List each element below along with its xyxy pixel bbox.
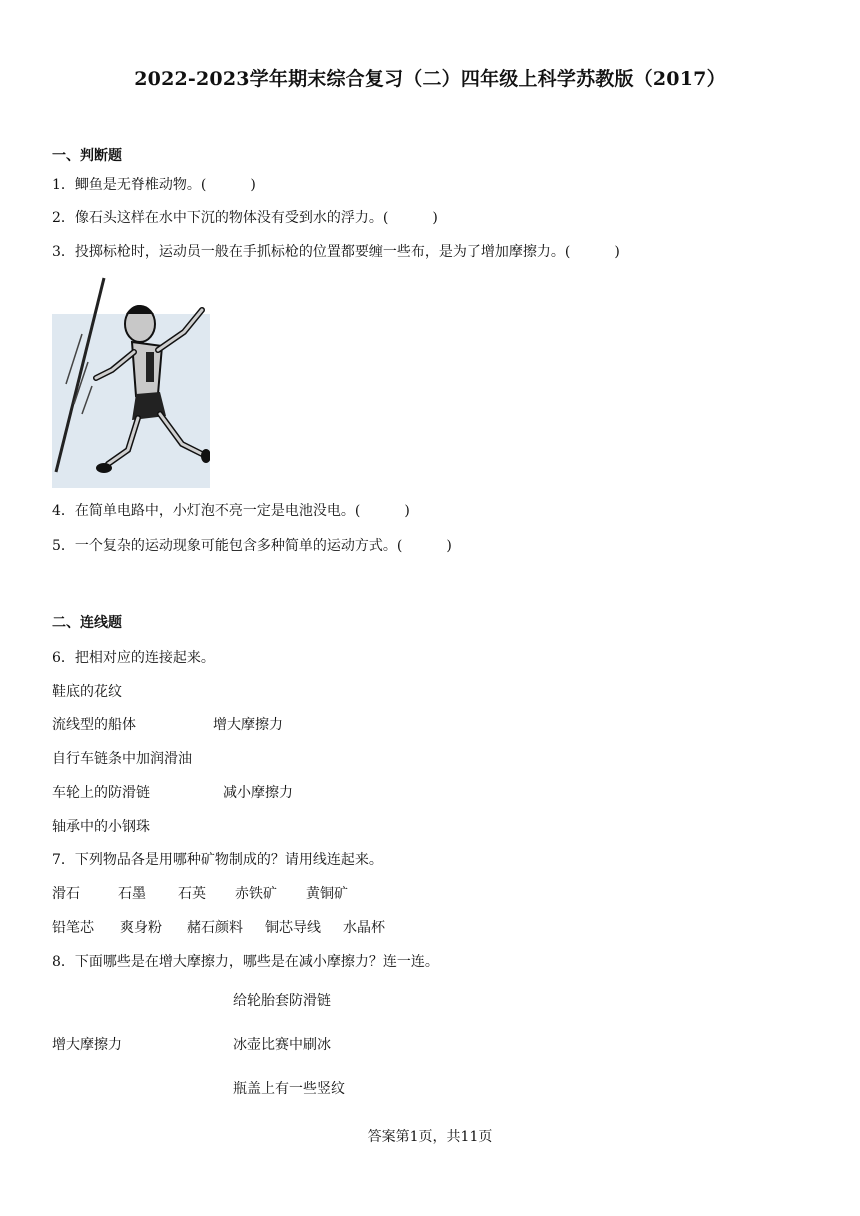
question-number: 3． — [52, 244, 75, 260]
q7-item[interactable]: 铜芯导线 — [265, 920, 321, 936]
q6-left-item[interactable]: 自行车链条中加润滑油 — [52, 751, 192, 767]
question-close: ) — [614, 244, 620, 260]
q7-mineral[interactable]: 石墨 — [118, 886, 146, 902]
q7-mineral[interactable]: 黄铜矿 — [306, 886, 348, 902]
question-7-prompt: 7．下列物品各是用哪种矿物制成的？请用线连起来。 — [52, 852, 383, 868]
q6-left-item[interactable]: 轴承中的小钢珠 — [52, 819, 150, 835]
q6-right-item[interactable]: 减小摩擦力 — [223, 785, 293, 801]
q7-mineral[interactable]: 滑石 — [52, 886, 80, 902]
page-title: 2022-2023学年期末综合复习（二）四年级上科学苏教版（2017） — [134, 68, 726, 90]
question-number: 5． — [52, 538, 75, 554]
question-3 — [52, 241, 620, 261]
question-8-prompt: 8．下面哪些是在增大摩擦力，哪些是在减小摩擦力？连一连。 — [52, 954, 439, 970]
q7-item[interactable]: 爽身粉 — [120, 920, 162, 936]
question-close: ) — [404, 503, 410, 519]
q6-left-item[interactable]: 车轮上的防滑链 — [52, 785, 150, 801]
question-text: 一个复杂的运动现象可能包含多种简单的运动方式。( — [74, 538, 403, 554]
section-heading-judgement: 一、判断题 — [52, 148, 122, 164]
question-number: 4． — [52, 503, 75, 519]
question-text: 像石头这样在水中下沉的物体没有受到水的浮力。( — [74, 210, 389, 226]
question-6-prompt: 6．把相对应的连接起来。 — [52, 650, 215, 666]
section-heading-matching: 二、连线题 — [52, 615, 122, 631]
q6-left-item[interactable]: 流线型的船体 — [52, 717, 136, 733]
q8-right-item[interactable]: 瓶盖上有一些竖纹 — [233, 1081, 345, 1097]
q8-right-item[interactable]: 给轮胎套防滑链 — [233, 993, 331, 1009]
q7-mineral[interactable]: 赤铁矿 — [235, 886, 277, 902]
q6-right-item[interactable]: 增大摩擦力 — [213, 717, 283, 733]
question-close: ) — [446, 538, 452, 554]
q8-right-item[interactable]: 冰壶比赛中刷冰 — [233, 1037, 331, 1053]
question-text: 在简单电路中，小灯泡不亮一定是电池没电。( — [74, 503, 361, 519]
question-text: 投掷标枪时，运动员一般在手抓标枪的位置都要缠一些布，是为了增加摩擦力。( — [74, 244, 571, 260]
question-5 — [52, 535, 452, 555]
question-1 — [52, 174, 256, 194]
question-close: ) — [432, 210, 438, 226]
question-number: 2． — [52, 210, 75, 226]
q6-left-item[interactable]: 鞋底的花纹 — [52, 684, 122, 700]
question-number: 1． — [52, 177, 75, 193]
page-footer: 答案第1页，共11页 — [367, 1129, 493, 1145]
javelin-thrower-image — [52, 274, 210, 488]
q7-item[interactable]: 铅笔芯 — [52, 920, 94, 936]
q7-item[interactable]: 赭石颜料 — [187, 920, 243, 936]
question-text: 鲫鱼是无脊椎动物。( — [74, 177, 207, 193]
question-2 — [52, 207, 438, 227]
question-close: ) — [250, 177, 256, 193]
q8-left-item[interactable]: 增大摩擦力 — [52, 1037, 122, 1053]
q7-item[interactable]: 水晶杯 — [343, 920, 385, 936]
q7-mineral[interactable]: 石英 — [178, 886, 206, 902]
question-4 — [52, 500, 410, 520]
